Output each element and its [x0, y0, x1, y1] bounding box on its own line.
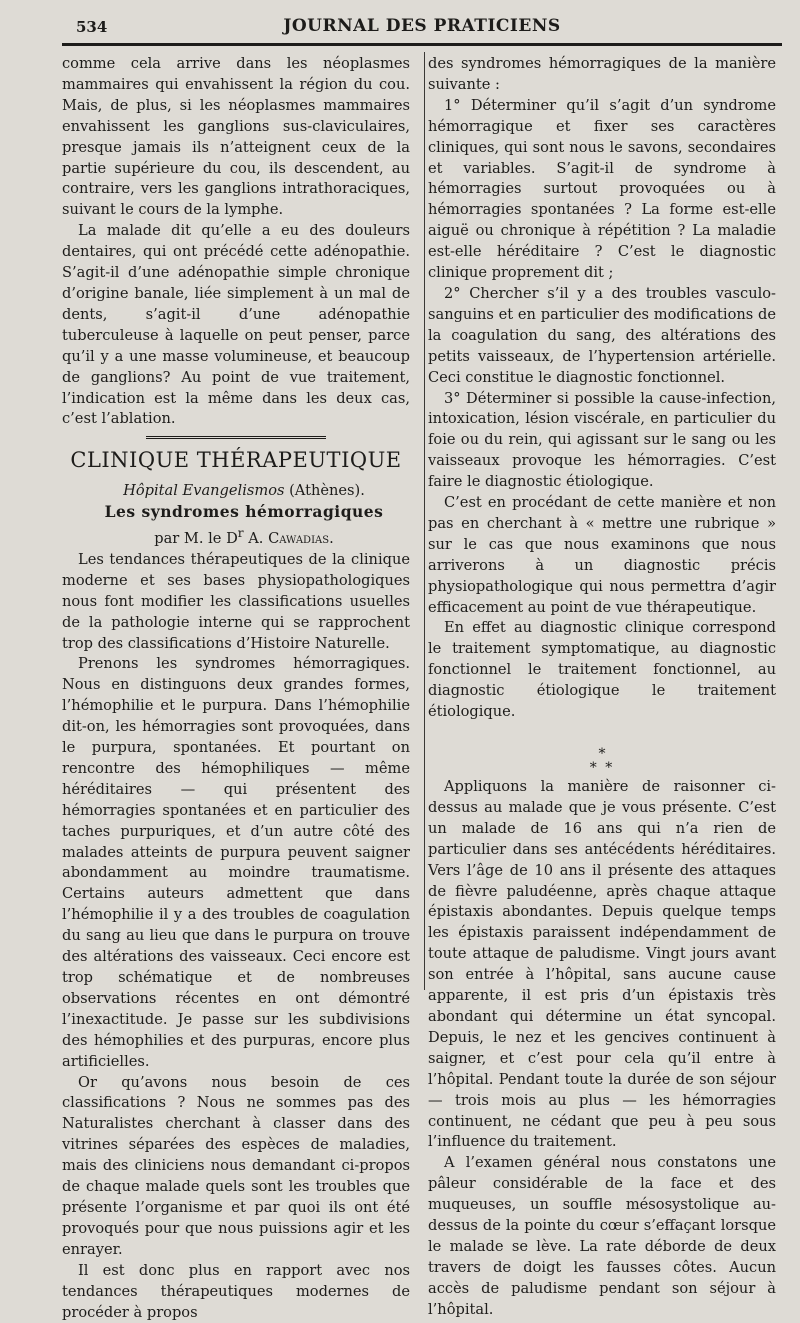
- asterism-top: *: [598, 746, 606, 762]
- article-title: Les syndromes hémorragiques: [104, 502, 384, 522]
- journal-title: JOURNAL DES PRATICIENS: [283, 16, 561, 36]
- page-header: [62, 14, 782, 44]
- byline: [62, 523, 410, 550]
- header-rule: [62, 43, 782, 46]
- byline-author: A. Cawadias.: [248, 529, 334, 547]
- paragraph: des syndromes hémorragiques de la manière suivante :: [428, 55, 776, 93]
- paragraph: comme cela arrive dans les néoplasmes mammaires qui envahissent la région du cou. Mais, de plus, si les néoplasmes mammaires envahissent les ganglions sus-claviculaires, presque jamais ils n’atteignent ceux de la partie supérieure du cou, ils descendent, au contraire, vers les ganglions intrathoraciques, suivant le cours de la lymphe.: [62, 55, 410, 219]
- asterism: [428, 747, 776, 775]
- left-column: [62, 54, 410, 1323]
- paragraph: Prenons les syndromes hémorragiques. Nous en distinguons deux grandes formes, l’hémophilie et le purpura. Dans l’hémophilie dit-on, les hémorragies sont provoquées, dans le purpura, spontanées. Et pourtant on rencontre des hémophiliques — même héréditaires — qui présentent des hémorragies spontanées et en particulier des taches purpuriques, et d’un autre côté des malades atteints de purpura peuvent saigner abondamment au moindre traumatisme. Certains auteurs admettent que dans l’hémophilie il y a des troubles de coagulation du sang au lieu que dans le purpura on trouve des altérations des vaisseaux. Ceci encore est trop schématique et de nombreuses observations récentes en ont démontré l’inexactitude. Je passe sur les subdivisions des hémophilies et des purpuras, encore plus artificielles.: [62, 655, 410, 1070]
- paragraph: Les tendances thérapeutiques de la clinique moderne et ses bases physiopathologiques nous font modifier les classifications usuelles de la pathologie interne qui se rapprochent trop des classifications d’Histoire Naturelle.: [62, 550, 410, 652]
- paragraph: A l’examen général nous constatons une pâleur considérable de la face et des muqueuses, un souffle mésosystolique au-dessus de la pointe du cœur s’effaçant lorsque le malade se lève. La rate déborde de deux travers de doigt les fausses côtes. Aucun accès de paludisme pendant son séjour à l’hôpital.: [428, 1154, 776, 1318]
- hospital-line: [62, 481, 410, 502]
- paragraph: Appliquons la manière de raisonner ci-dessus au malade que je vous présente. C’est un malade de 16 ans qui n’a rien de particulier dans ses antécédents héréditaires. Vers l’âge de 10 ans il présente des attaques de fièvre paludéenne, après chaque attaque épistaxis abondantes. Depuis quelque temps les épistaxis paraissent indépendamment de toute attaque de paludisme. Vingt jours avant son entrée à l’hôpital, sans aucune cause apparente, il est pris d’un épistaxis très abondant qui détermine un état syncopal. Depuis, le nez et les gencives continuent à saigner, et c’est pour cela qu’il entre à l’hôpital. Pendant toute la durée de son séjour — trois mois au plus — les hémorragies continuent, ne cédant que peu à peu sous l’influence du traitement.: [428, 778, 776, 1151]
- section-rule: [62, 436, 410, 441]
- paragraph: C’est en procédant de cette manière et non pas en cherchant à « mettre une rubrique » sur le cas que nous examinons que nous arriverons à un diagnostic précis physiopathologique qui nous permettra d’agir efficacement au point de vue thérapeutique.: [428, 494, 776, 616]
- byline-sup: r: [237, 526, 244, 541]
- page-number: 534: [76, 18, 108, 36]
- paragraph: La malade dit qu’elle a eu des douleurs dentaires, qui ont précédé cette adénopathie. S’agit-il d’une adénopathie simple chronique d’origine banale, liée simplement à un mal de dents, s’agit-il d’une adénopathie tuberculeuse à laquelle on peut penser, parce qu’il y a une masse volumineuse, et beaucoup de ganglions? Au point de vue traitement, l’indication est la même dans les deux cas, c’est l’ablation.: [62, 222, 410, 428]
- right-column: [428, 54, 776, 1321]
- paragraph: 1° Déterminer qu’il s’agit d’un syndrome hémorragique et fixer ses caractères cliniques, qui sont nous le savons, secondaires et variables. S’agit-il de syndrome à hémorragies surtout provoquées ou à hémorragies spontanées ? La forme est-elle aiguë ou chronique à répétition ? La maladie est-elle héréditaire ? C’est le diagnostic clinique proprement dit ;: [428, 96, 776, 282]
- paragraph: En effet au diagnostic clinique correspond le traitement symptomatique, au diagnostic fonctionnel le traitement fonctionnel, au diagnostic étiologique le traitement étiologique.: [428, 619, 776, 721]
- paragraph: Il est donc plus en rapport avec nos tendances thérapeutiques modernes de procéder à propos: [62, 1261, 410, 1321]
- paragraph: 3° Déterminer si possible la cause-infection, intoxication, lésion viscérale, en particulier du foie ou du rein, qui agissant sur le sang ou les vaisseaux provoque les hémorragies. C’est faire le diagnostic étiologique.: [428, 389, 776, 491]
- asterism-bottom: * *: [589, 760, 615, 776]
- paragraph: Or qu’avons nous besoin de ces classifications ? Nous ne sommes pas des Naturalistes cherchant à classer dans des vitrines séparées des espèces de maladies, mais des cliniciens nous demandant ci-propos de chaque malade quels sont les troubles que présente l’organisme et par quoi ils ont été provoqués pour que nous puissions agir et les enrayer.: [62, 1073, 410, 1258]
- section-title: CLINIQUE THÉRAPEUTIQUE: [70, 448, 402, 473]
- byline-prefix: par M. le D: [154, 529, 238, 547]
- hospital-name: Hôpital Evangelismos: [123, 482, 285, 500]
- hospital-city: (Athènes).: [289, 482, 365, 500]
- column-divider: [424, 52, 425, 990]
- paragraph: 2° Chercher s’il y a des troubles vasculo-sanguins et en particulier des modifications de la coagulation du sang, des altérations des petits vaisseaux, de l’hypertension artérielle. Ceci constitue le diagnostic fonctionnel.: [428, 284, 776, 386]
